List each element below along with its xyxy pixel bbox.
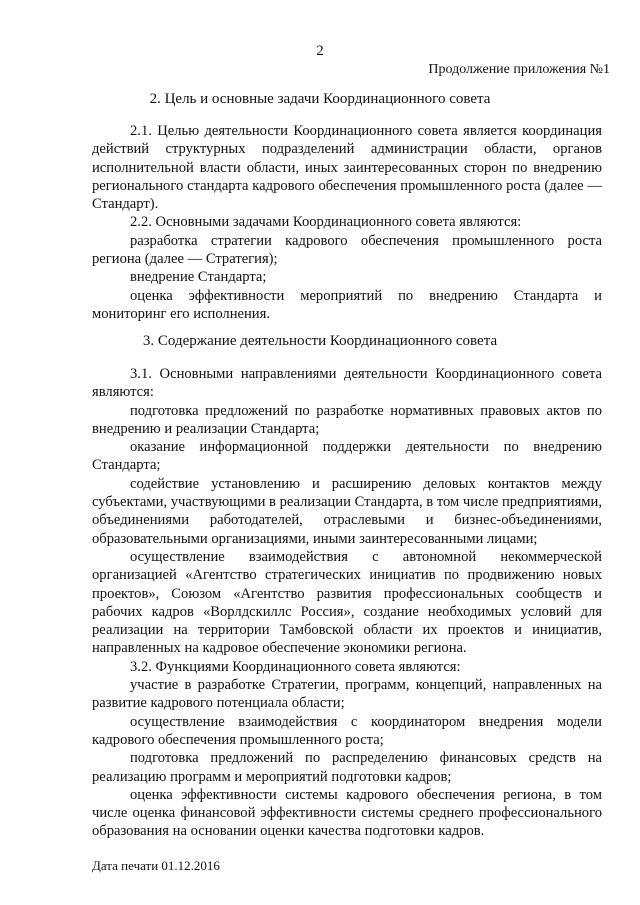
- paragraph: разработка стратегии кадрового обеспечения промышленного роста региона (далее — Стратегия);: [92, 232, 602, 268]
- paragraph: 2.2. Основными задачами Координационного совета являются:: [130, 214, 522, 231]
- paragraph: осуществление взаимодействия с координатором внедрения модели кадрового обеспечения промышленного роста;: [92, 713, 602, 748]
- print-date: Дата печати 01.12.2016: [92, 858, 220, 873]
- page-number: 2: [316, 43, 324, 59]
- paragraph: оказание информационной поддержки деятельности по внедрению Стандарта;: [92, 439, 602, 474]
- paragraph: внедрение Стандарта;: [130, 269, 267, 286]
- paragraph: 3.1. Основными направлениями деятельности Координационного совета являются:: [92, 366, 602, 401]
- paragraph: оценка эффективности системы кадрового обеспечения региона, в том числе оценка финансовой эффективности системы среднего профессионального образования на основании оценки качества подготовки кадров.: [92, 786, 602, 840]
- section-3-body: [92, 365, 602, 841]
- paragraph: подготовка предложений по разработке нормативных правовых актов по внедрению и реализации Стандарта;: [92, 402, 602, 437]
- paragraph: 3.2. Функциями Координационного совета являются:: [130, 658, 461, 675]
- section-3-title: 3. Содержание деятельности Координационного совета: [142, 333, 498, 349]
- paragraph: 2.1. Целью деятельности Координационного совета является координация действий структурных подразделений администрации области, органов исполнительной власти области, иных заинтересованных сторон по внедрению регионального стандарта кадрового обеспечения промышленного роста (далее — Стандарт).: [92, 123, 602, 213]
- paragraph: участие в разработке Стратегии, программ, концепций, направленных на развитие кадрового потенциала области;: [92, 677, 602, 712]
- paragraph: оценка эффективности мероприятий по внедрению Стандарта и мониторинг его исполнения.: [92, 287, 602, 322]
- paragraph: подготовка предложений по распределению финансовых средств на реализацию программ и мероприятий подготовки кадров;: [92, 750, 602, 785]
- paragraph: осуществление взаимодействия с автономной некоммерческой организацией «Агентство стратегических инициатив по продвижению новых проектов», Союзом «Агентство развития профессиональных сообществ и рабочих кадров «Ворлдскиллс Россия», создание необходимых условий для реализации на территории Тамбовской области их проектов и инициатив, направленных на кадровое обеспечение экономики региона.: [92, 548, 602, 657]
- section-2-title: 2. Цель и основные задачи Координационного совета: [149, 91, 491, 107]
- section-2-body: [92, 122, 602, 323]
- paragraph: содействие установлению и расширению деловых контактов между субъектами, участвующими в реализации Стандарта, в том числе предприятиями, объединениями работодателей, отраслевыми и бизнес-объединениями, образовательными организациями, иными заинтересованными лицами;: [92, 475, 602, 547]
- appendix-continuation: Продолжение приложения №1: [428, 62, 610, 77]
